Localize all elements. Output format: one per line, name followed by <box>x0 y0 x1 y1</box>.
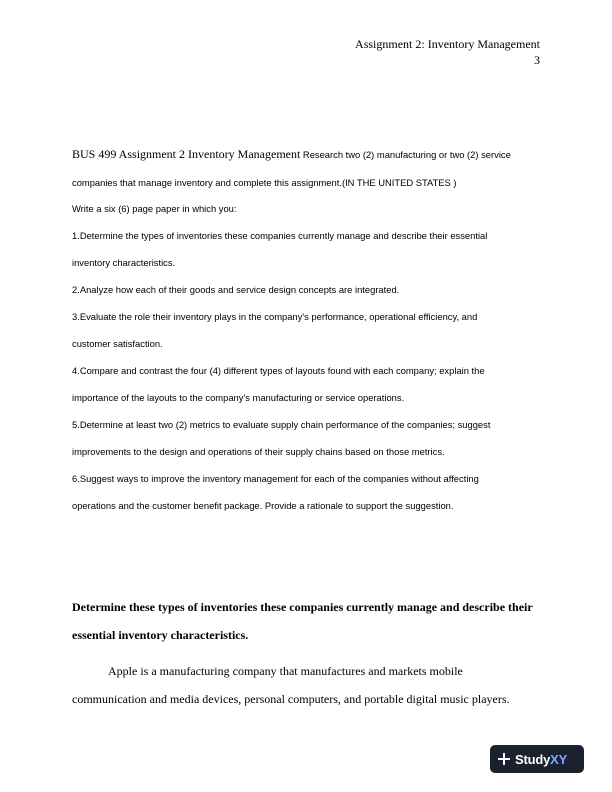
assignment-intro-line-2: companies that manage inventory and complete this assignment.(IN THE UNITED STATES ) <box>72 177 457 188</box>
item-1-line-1: 1.Determine the types of inventories these companies currently manage and describe their essential <box>72 230 488 241</box>
item-2-line-1: 2.Analyze how each of their goods and service design concepts are integrated. <box>72 284 400 295</box>
body-paragraph-line-1: Apple is a manufacturing company that manufactures and markets mobile <box>108 664 463 678</box>
brand-logo-text <box>515 752 567 767</box>
item-4-line-1: 4.Compare and contrast the four (4) different types of layouts found with each company; explain the <box>72 365 485 376</box>
item-3-line-1: 3.Evaluate the role their inventory plays in the company's performance, operational efficiency, and <box>72 311 478 322</box>
item-5-line-2: improvements to the design and operations of their supply chains based on those metrics. <box>72 446 445 457</box>
item-1-line-2: inventory characteristics. <box>72 257 176 268</box>
plus-icon <box>498 753 510 765</box>
section-heading-line-2: essential inventory characteristics. <box>72 628 249 642</box>
assignment-instruction: Write a six (6) page paper in which you: <box>72 203 237 214</box>
item-5-line-1: 5.Determine at least two (2) metrics to evaluate supply chain performance of the companies; suggest <box>72 419 491 430</box>
item-6-line-2: operations and the customer benefit package. Provide a rationale to support the suggestion. <box>72 500 454 511</box>
assignment-intro-line-1 <box>72 146 511 163</box>
running-header-title: Assignment 2: Inventory Management <box>355 37 540 51</box>
assignment-intro-text: Research two (2) manufacturing or two (2) service <box>300 149 511 160</box>
item-6-line-1: 6.Suggest ways to improve the inventory management for each of the companies without affecting <box>72 473 479 484</box>
section-heading-line-1: Determine these types of inventories these companies currently manage and describe their <box>72 600 533 614</box>
item-3-line-2: customer satisfaction. <box>72 338 163 349</box>
item-4-line-2: importance of the layouts to the company's manufacturing or service operations. <box>72 392 405 403</box>
brand-main: Study <box>515 751 551 767</box>
page-number: 3 <box>534 53 540 67</box>
studyxy-badge[interactable] <box>490 745 584 773</box>
brand-accent: XY <box>550 751 568 767</box>
body-paragraph-line-2: communication and media devices, personal computers, and portable digital music players. <box>72 692 510 706</box>
assignment-title: BUS 499 Assignment 2 Inventory Management <box>72 147 301 161</box>
